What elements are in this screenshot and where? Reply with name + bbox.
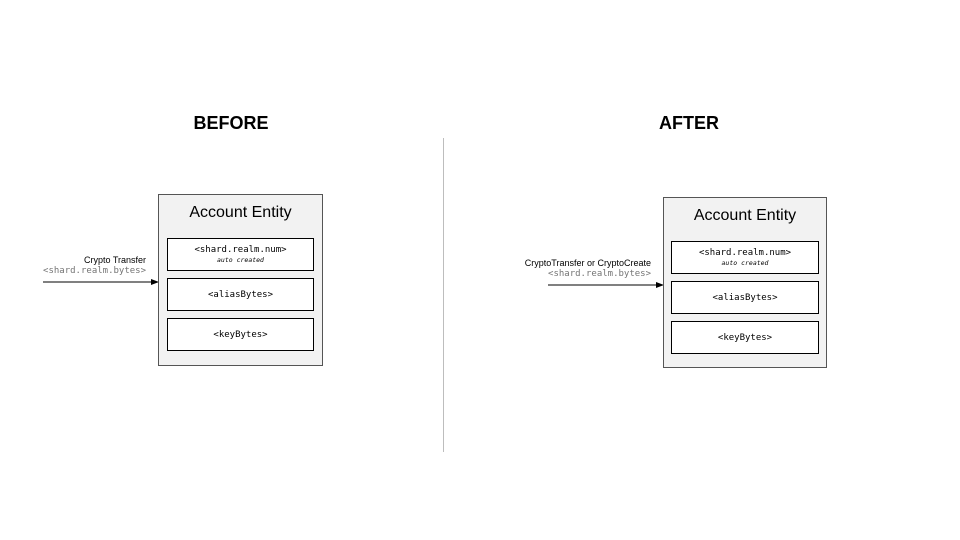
after-arrow-sublabel: <shard.realm.bytes> bbox=[548, 269, 651, 279]
after-field-key-bytes-label: <keyBytes> bbox=[717, 332, 773, 343]
after-account-entity bbox=[663, 197, 827, 368]
before-field-key-bytes bbox=[167, 318, 314, 351]
after-field-shard-realm-num-label: <shard.realm.num> bbox=[698, 248, 792, 258]
before-arrow-sublabel: <shard.realm.bytes> bbox=[43, 266, 146, 276]
after-entity-title: Account Entity bbox=[693, 207, 797, 224]
before-arrow-label: Crypto Transfer bbox=[83, 255, 146, 265]
before-field-shard-realm-num bbox=[167, 238, 314, 271]
before-heading: BEFORE bbox=[193, 113, 269, 133]
after-field-shard-realm-num-note: auto created bbox=[721, 259, 769, 267]
after-field-alias-bytes bbox=[671, 281, 819, 314]
before-arrow bbox=[43, 277, 159, 287]
before-account-entity bbox=[158, 194, 323, 366]
before-field-alias-bytes-label: <aliasBytes> bbox=[207, 289, 274, 300]
after-arrow bbox=[548, 280, 664, 290]
before-field-shard-realm-num-label: <shard.realm.num> bbox=[194, 245, 287, 255]
after-field-shard-realm-num bbox=[671, 241, 819, 274]
before-entity-title: Account Entity bbox=[189, 204, 292, 221]
after-arrow-label: CryptoTransfer or CryptoCreate bbox=[524, 258, 651, 268]
after-heading: AFTER bbox=[659, 113, 719, 133]
before-field-key-bytes-label: <keyBytes> bbox=[213, 329, 268, 340]
center-divider bbox=[443, 138, 444, 452]
before-field-shard-realm-num-note: auto created bbox=[217, 256, 264, 264]
before-field-alias-bytes bbox=[167, 278, 314, 311]
after-field-key-bytes bbox=[671, 321, 819, 354]
after-field-alias-bytes-label: <aliasBytes> bbox=[712, 292, 778, 303]
